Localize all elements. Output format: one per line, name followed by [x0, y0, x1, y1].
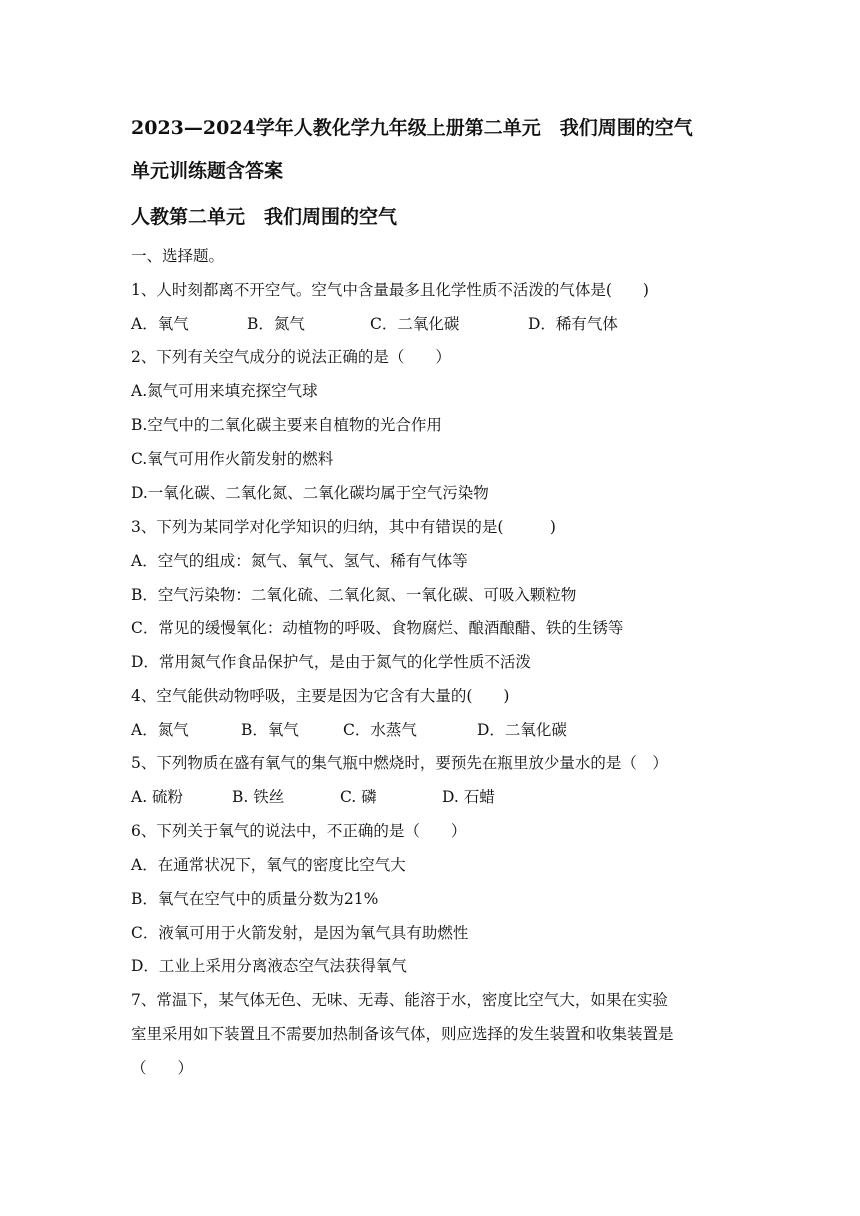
question-6-option-d: D．工业上采用分离液态空气法获得氧气 [131, 957, 407, 975]
question-3-option-d: D．常用氮气作食品保护气，是由于氮气的化学性质不活泼 [131, 653, 531, 671]
question-2-option-c: C.氧气可用作火箭发射的燃料 [131, 450, 334, 468]
question-5-option-c: C. 磷 [340, 788, 377, 806]
question-2-option-a: A.氮气可用来填充探空气球 [131, 382, 318, 400]
question-4-option-b: B．氧气 [241, 721, 299, 739]
question-5-option-b: B. 铁丝 [232, 788, 285, 806]
question-1-option-a: A．氧气 [131, 315, 189, 333]
question-6-option-b: B．氧气在空气中的质量分数为21% [131, 890, 379, 908]
question-4-stem: 4、空气能供动物呼吸，主要是因为它含有大量的( ) [131, 687, 510, 705]
question-6-option-c: C．液氧可用于火箭发射，是因为氧气具有助燃性 [131, 924, 469, 942]
question-7-stem-line-2: 室里采用如下装置且不需要加热制备该气体，则应选择的发生装置和收集装置是 [131, 1025, 674, 1043]
question-1-option-d: D．稀有气体 [528, 315, 618, 333]
question-6-stem: 6、下列关于氧气的说法中，不正确的是（ ） [131, 822, 467, 840]
question-1-option-c: C．二氧化碳 [370, 315, 460, 333]
question-7-stem-line-1: 7、常温下，某气体无色、无味、无毒、能溶于水，密度比空气大，如果在实验 [131, 991, 668, 1009]
question-3-option-a: A．空气的组成：氮气、氧气、氢气、稀有气体等 [131, 552, 468, 570]
section-heading: 一、选择题。 [131, 247, 225, 265]
question-1-stem: 1、人时刻都离不开空气。空气中含量最多且化学性质不活泼的气体是( ) [131, 281, 649, 299]
question-1-option-b: B．氮气 [247, 315, 305, 333]
question-3-option-c: C．常见的缓慢氧化：动植物的呼吸、食物腐烂、酿酒酿醋、铁的生锈等 [131, 619, 624, 637]
document-title-line-1: 2023—2024学年人教化学九年级上册第二单元 我们周围的空气 [131, 117, 693, 139]
question-3-stem: 3、下列为某同学对化学知识的归纳，其中有错误的是( ) [131, 518, 556, 536]
unit-subtitle: 人教第二单元 我们周围的空气 [131, 206, 398, 228]
question-5-option-d: D. 石蜡 [442, 788, 495, 806]
question-3-option-b: B．空气污染物：二氧化硫、二氧化氮、一氧化碳、可吸入颗粒物 [131, 586, 577, 604]
question-6-option-a: A．在通常状况下，氧气的密度比空气大 [131, 856, 406, 874]
question-2-stem: 2、下列有关空气成分的说法正确的是（ ） [131, 348, 451, 366]
question-4-option-a: A．氮气 [131, 721, 189, 739]
question-5-option-a: A. 硫粉 [131, 788, 184, 806]
question-7-stem-line-3: （ ） [131, 1059, 194, 1077]
question-4-option-d: D．二氧化碳 [477, 721, 567, 739]
question-4-option-c: C．水蒸气 [343, 721, 417, 739]
question-2-option-d: D.一氧化碳、二氧化氮、二氧化碳均属于空气污染物 [131, 484, 489, 502]
question-2-option-b: B.空气中的二氧化碳主要来自植物的光合作用 [131, 416, 442, 434]
question-5-stem: 5、下列物质在盛有氧气的集气瓶中燃烧时，要预先在瓶里放少量水的是（ ） [131, 754, 668, 772]
document-title-line-2: 单元训练题含答案 [131, 160, 284, 182]
